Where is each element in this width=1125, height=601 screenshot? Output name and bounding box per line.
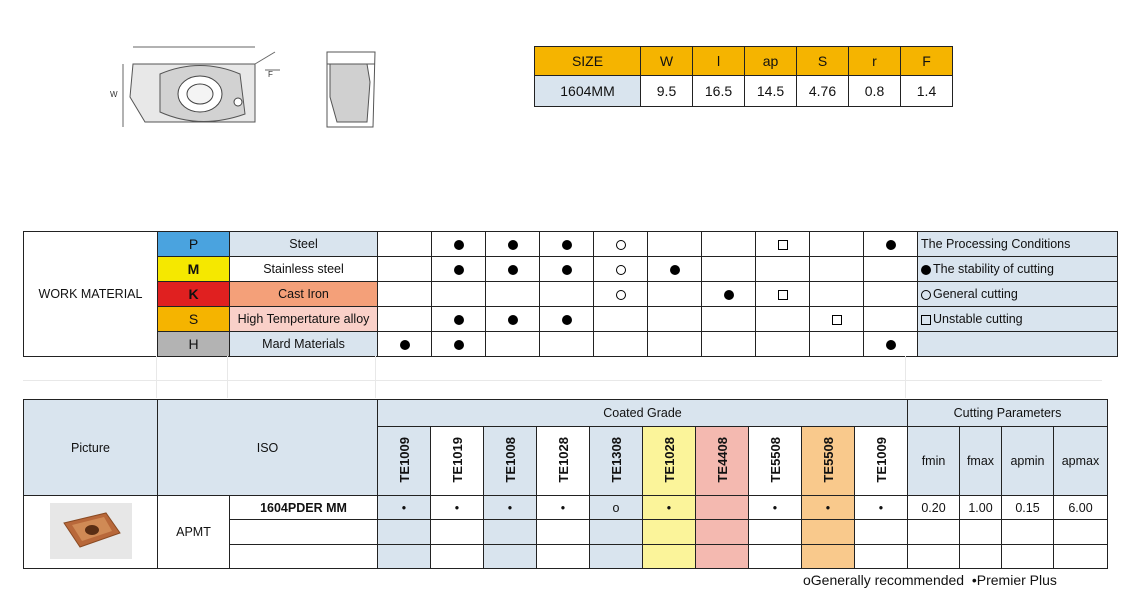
param-value-cell [1002,544,1054,568]
filled-dot-icon [886,240,896,250]
material-name-h: Mard Materials [230,332,378,357]
param-value-cell [908,544,960,568]
grade-column-header [537,427,590,496]
grade-name: TE1009 [873,436,889,483]
suitability-cell [648,257,702,282]
filled-dot-icon [454,240,464,250]
suitability-cell [702,232,756,257]
grade-mark-cell [431,544,484,568]
condition-text: General cutting [933,287,1018,301]
suitability-cell [810,282,864,307]
filled-dot-icon [454,340,464,350]
grade-mark-cell [696,520,749,544]
grade-column-header [590,427,643,496]
suitability-cell [486,232,540,257]
suitability-cell [540,332,594,357]
insert-top-view-icon [123,47,280,127]
grade-mark-cell [484,520,537,544]
param-value-cell: 1.00 [960,496,1002,520]
param-value-cell [1054,520,1108,544]
suitability-cell [648,307,702,332]
grade-column-header [749,427,802,496]
grade-name: TE5508 [767,436,783,483]
grade-mark-cell [378,544,431,568]
suitability-cell [756,257,810,282]
coated-grade-header: Coated Grade [378,400,908,427]
filled-dot-icon [562,240,572,250]
grade-mark-cell: • [749,496,802,520]
condition-text: The stability of cutting [933,262,1054,276]
open-circle-icon [921,290,931,300]
filled-dot-icon [508,265,518,275]
condition-legend-1 [918,257,1118,282]
grade-mark-cell [696,496,749,520]
w-header: W [641,47,693,76]
suitability-cell [486,307,540,332]
suitability-cell [864,307,918,332]
grade-table [23,399,1108,569]
grade-mark-cell: • [802,496,855,520]
suitability-cell [378,257,432,282]
grade-column-header [855,427,908,496]
insert-photo-icon [50,503,132,559]
insert-designation [230,544,378,568]
suitability-cell [594,232,648,257]
grade-column-header [378,427,431,496]
grade-mark-cell [855,544,908,568]
ap-header: ap [745,47,797,76]
insert-drawing [105,42,395,134]
filled-dot-icon [886,340,896,350]
cutting-parameters-header: Cutting Parameters [908,400,1108,427]
size-table [534,46,953,107]
suitability-cell [864,257,918,282]
param-header-fmin: fmin [908,427,960,496]
work-material-table [23,231,1118,357]
suitability-cell [432,282,486,307]
s-value: 4.76 [797,76,849,107]
grade-mark-cell [749,544,802,568]
work-material-label: WORK MATERIAL [24,232,158,357]
w-value: 9.5 [641,76,693,107]
filled-dot-icon [562,265,572,275]
suitability-cell [594,282,648,307]
grade-mark-cell [431,520,484,544]
filled-dot-icon [724,290,734,300]
picture-header: Picture [24,400,158,496]
grade-name: TE1308 [608,436,624,483]
material-code-p: P [158,232,230,257]
param-header-apmin: apmin [1002,427,1054,496]
suitability-cell [810,307,864,332]
suitability-cell [756,307,810,332]
grade-column-header [643,427,696,496]
suitability-cell [702,257,756,282]
grade-mark-cell [696,544,749,568]
material-name-s: High Tempertature alloy [230,307,378,332]
material-name-p: Steel [230,232,378,257]
grade-mark-cell [484,544,537,568]
grade-mark-cell: • [537,496,590,520]
suitability-cell [378,232,432,257]
l-value: 16.5 [693,76,745,107]
param-value-cell: 0.15 [1002,496,1054,520]
grade-mark-cell: o [590,496,643,520]
grade-mark-cell [802,544,855,568]
grade-column-header [484,427,537,496]
grade-mark-cell [643,544,696,568]
suitability-cell [486,282,540,307]
dim-f-label: F [268,70,273,79]
ap-value: 14.5 [745,76,797,107]
open-square-icon [778,290,788,300]
suitability-cell [378,332,432,357]
suitability-cell [864,282,918,307]
param-value-cell [908,520,960,544]
suitability-cell [540,232,594,257]
grade-column-header [431,427,484,496]
filled-dot-icon [921,265,931,275]
grade-mark-cell: • [431,496,484,520]
grade-mark-cell [590,544,643,568]
suitability-cell [540,257,594,282]
condition-legend-3 [918,307,1118,332]
param-value-cell [960,544,1002,568]
suitability-cell [486,257,540,282]
condition-text: Unstable cutting [933,312,1023,326]
insert-side-view-icon [327,52,375,127]
grade-mark-cell [802,520,855,544]
f-value: 1.4 [901,76,953,107]
suitability-cell [594,332,648,357]
insert-picture-cell [24,496,158,569]
suitability-cell [432,332,486,357]
size-value: 1604MM [535,76,641,107]
grade-mark-cell [378,520,431,544]
grade-mark-cell: • [484,496,537,520]
param-value-cell [960,520,1002,544]
insert-designation [230,520,378,544]
r-header: r [849,47,901,76]
grade-name: TE1009 [396,436,412,483]
suitability-cell [432,232,486,257]
material-name-k: Cast Iron [230,282,378,307]
open-circle-icon [616,240,626,250]
grade-name: TE4408 [714,436,730,483]
suitability-cell [432,257,486,282]
grade-mark-cell [537,520,590,544]
material-name-m: Stainless steel [230,257,378,282]
open-square-icon [832,315,842,325]
grade-column-header [696,427,749,496]
material-code-h: H [158,332,230,357]
filled-dot-icon [454,265,464,275]
filled-dot-icon [670,265,680,275]
suitability-cell [378,282,432,307]
suitability-cell [810,232,864,257]
condition-legend-0 [918,232,1118,257]
grade-mark-cell [749,520,802,544]
filled-dot-icon [508,315,518,325]
suitability-cell [702,307,756,332]
param-value-cell [1002,520,1054,544]
suitability-cell [756,232,810,257]
grade-mark-cell: • [378,496,431,520]
suitability-cell [486,332,540,357]
l-header: l [693,47,745,76]
grade-mark-cell: • [643,496,696,520]
param-value-cell: 6.00 [1054,496,1108,520]
size-header: SIZE [535,47,641,76]
suitability-cell [648,282,702,307]
material-code-s: S [158,307,230,332]
suitability-cell [702,332,756,357]
condition-text: The Processing Conditions [921,237,1071,251]
footer-legend: oGenerally recommended •Premier Plus [803,572,1057,588]
suitability-cell [594,257,648,282]
grade-mark-cell: • [855,496,908,520]
suitability-cell [756,282,810,307]
grade-name: TE1028 [555,436,571,483]
suitability-cell [648,332,702,357]
grade-name: TE5508 [820,436,836,483]
iso-code: APMT [158,496,230,569]
param-header-apmax: apmax [1054,427,1108,496]
dim-w-label: W [110,90,118,99]
open-square-icon [778,240,788,250]
filled-dot-icon [454,315,464,325]
suitability-cell [702,282,756,307]
grade-mark-cell [643,520,696,544]
condition-legend-4 [918,332,1118,357]
material-code-k: K [158,282,230,307]
separator-grid [23,356,1102,398]
f-header: F [901,47,953,76]
suitability-cell [540,307,594,332]
suitability-cell [432,307,486,332]
insert-designation: 1604PDER MM [230,496,378,520]
grade-name: TE1028 [661,436,677,483]
suitability-cell [594,307,648,332]
filled-dot-icon [562,315,572,325]
grade-name: TE1019 [449,436,465,483]
grade-mark-cell [590,520,643,544]
suitability-cell [810,257,864,282]
open-circle-icon [616,265,626,275]
suitability-cell [540,282,594,307]
suitability-cell [864,332,918,357]
param-value-cell [1054,544,1108,568]
suitability-cell [810,332,864,357]
s-header: S [797,47,849,76]
suitability-cell [378,307,432,332]
param-header-fmax: fmax [960,427,1002,496]
grade-name: TE1008 [502,436,518,483]
filled-dot-icon [400,340,410,350]
material-code-m: M [158,257,230,282]
grade-column-header [802,427,855,496]
filled-dot-icon [508,240,518,250]
grade-mark-cell [855,520,908,544]
suitability-cell [648,232,702,257]
grade-mark-cell [537,544,590,568]
open-circle-icon [616,290,626,300]
open-square-icon [921,315,931,325]
iso-header: ISO [158,400,378,496]
condition-legend-2 [918,282,1118,307]
suitability-cell [864,232,918,257]
suitability-cell [756,332,810,357]
r-value: 0.8 [849,76,901,107]
param-value-cell: 0.20 [908,496,960,520]
